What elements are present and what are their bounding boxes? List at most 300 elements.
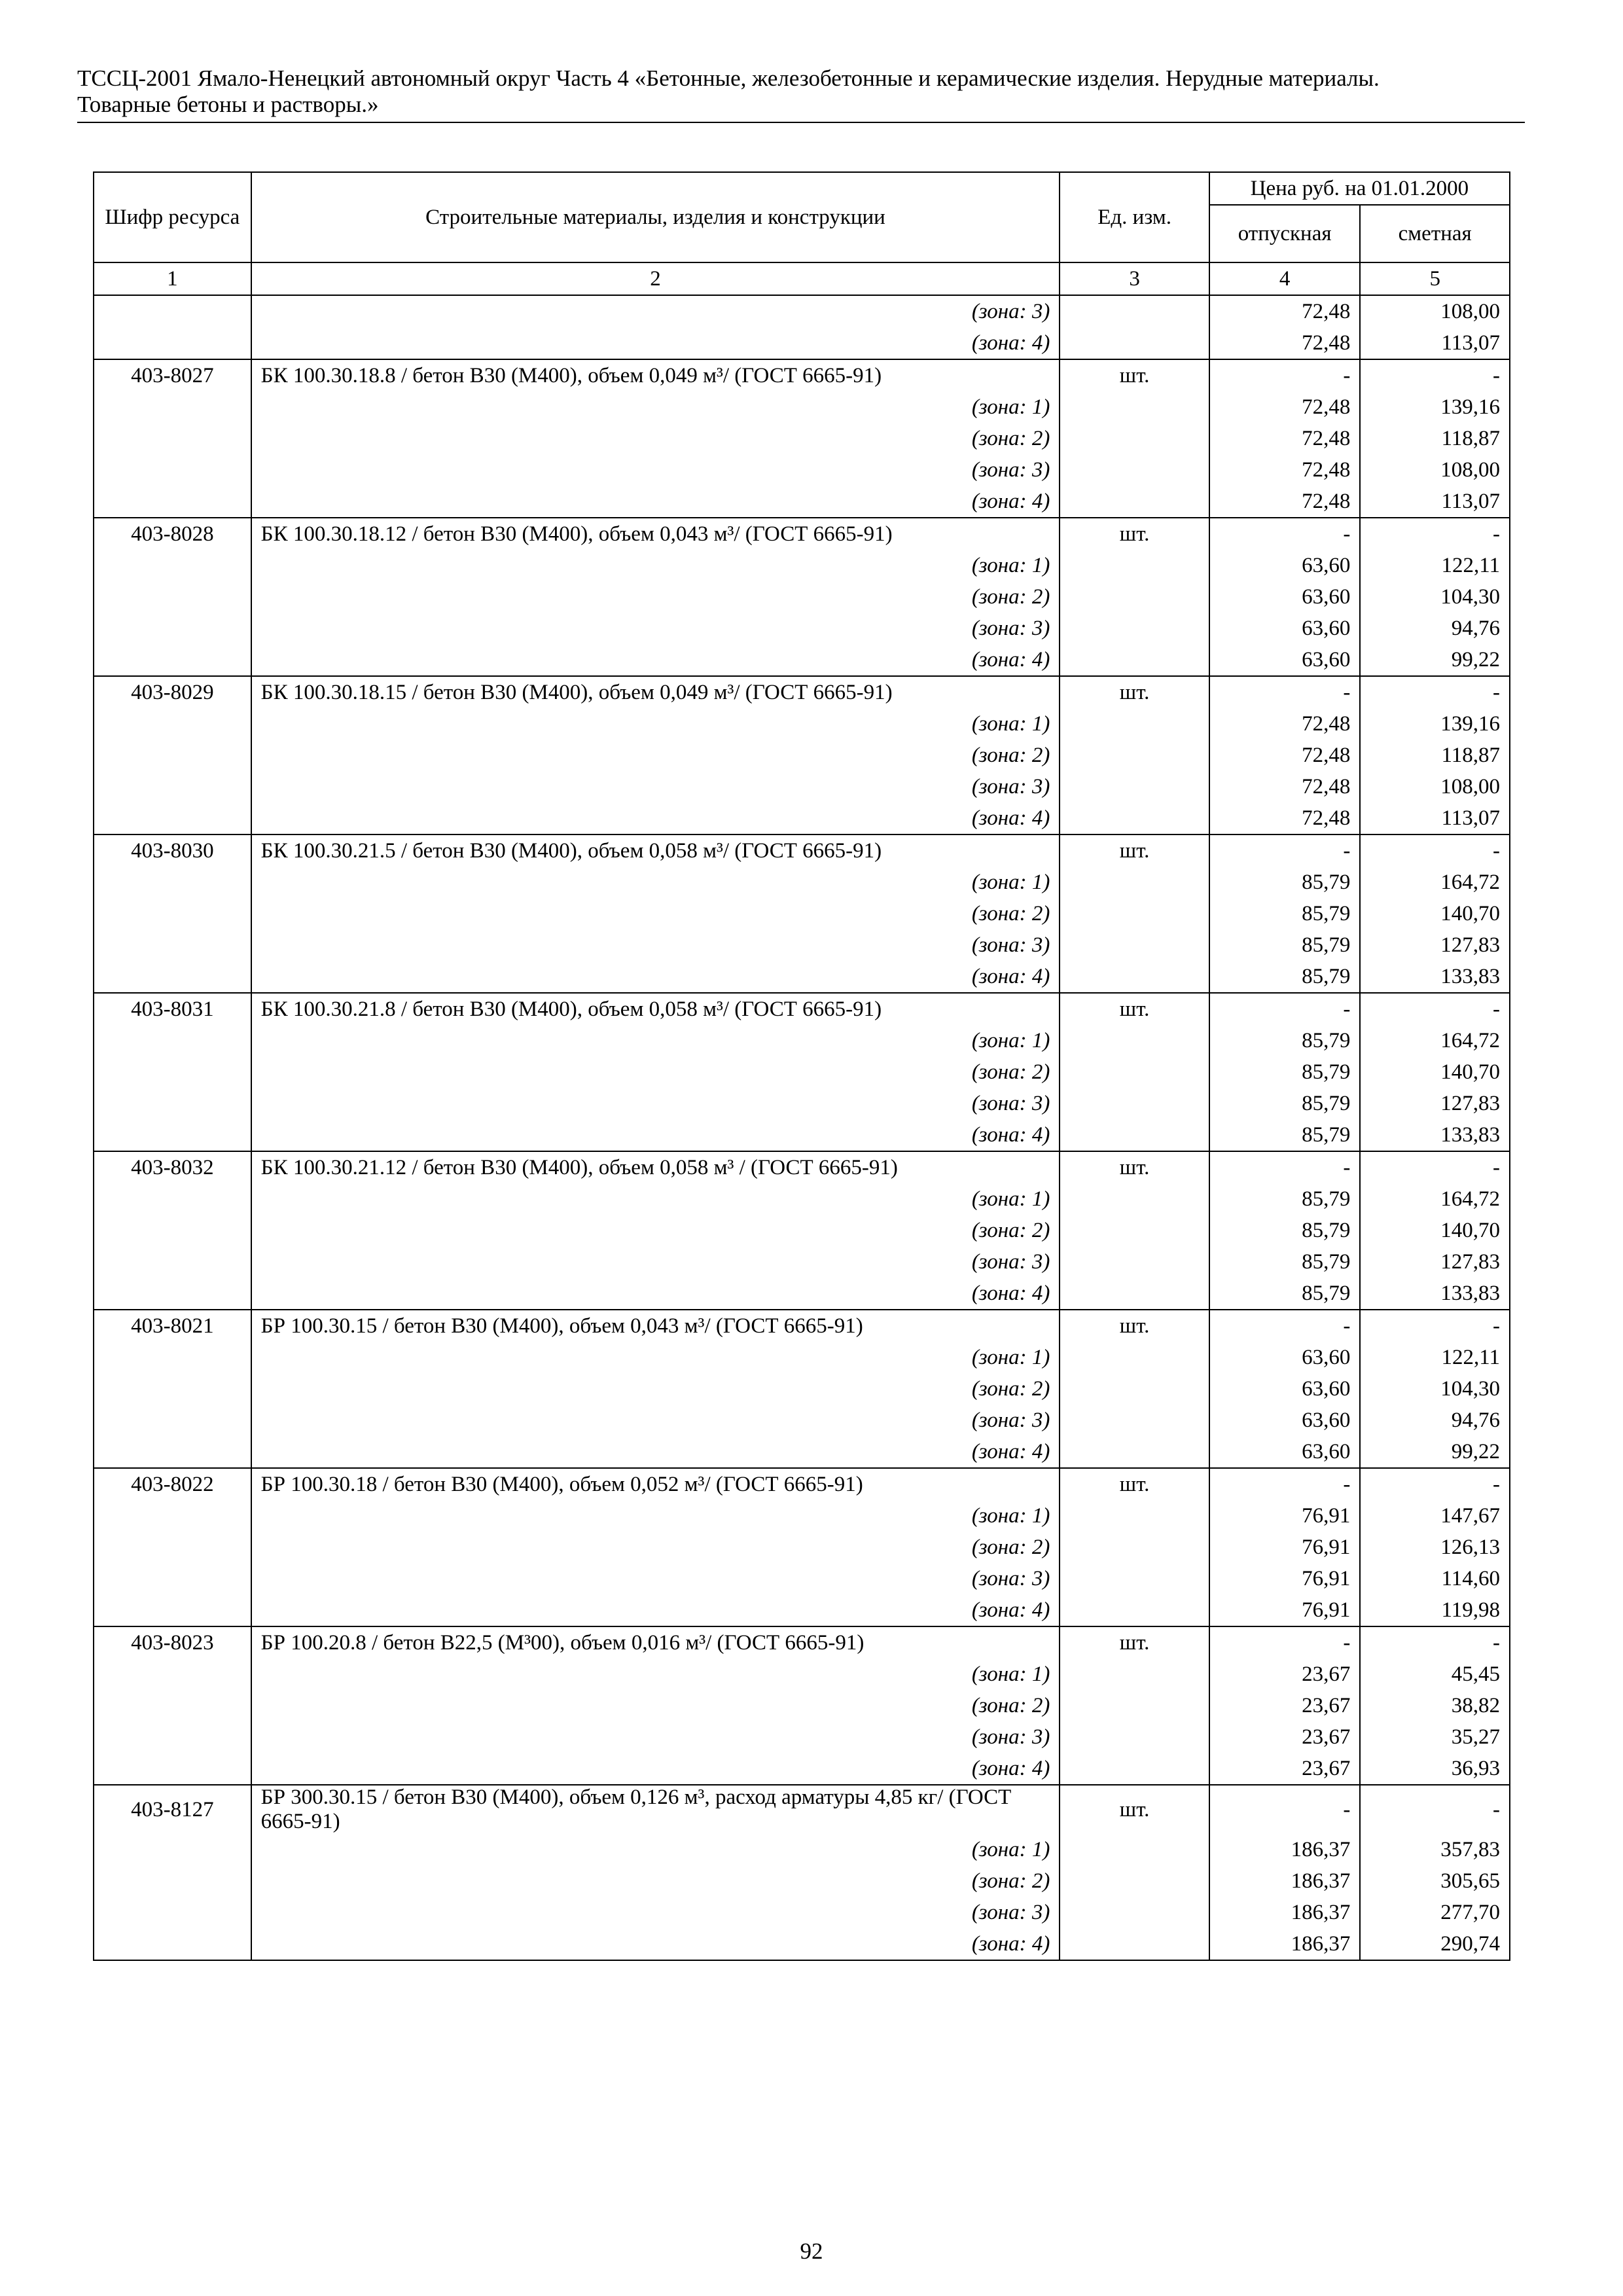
- estimate-price: 108,00: [1360, 454, 1510, 486]
- resource-row: [94, 993, 1510, 1025]
- zone-label: (зона: 3): [251, 1563, 1060, 1594]
- zone-label: (зона: 3): [251, 1246, 1060, 1278]
- resource-code-cell: [94, 1278, 251, 1310]
- estimate-price: 127,83: [1360, 1246, 1510, 1278]
- column-number-3: 3: [1060, 262, 1209, 295]
- estimate-price: 118,87: [1360, 740, 1510, 771]
- zone-row: [94, 1025, 1510, 1056]
- resource-code: 403-8127: [94, 1785, 251, 1834]
- estimate-price: 118,87: [1360, 423, 1510, 454]
- zone-row: [94, 898, 1510, 929]
- release-price: -: [1209, 1626, 1361, 1659]
- unit-cell: шт.: [1060, 1310, 1209, 1342]
- estimate-price: -: [1360, 518, 1510, 550]
- release-price: 72,48: [1209, 391, 1361, 423]
- release-price: -: [1209, 359, 1361, 391]
- zone-row: [94, 1119, 1510, 1151]
- release-price: 23,67: [1209, 1690, 1361, 1721]
- estimate-price: -: [1360, 1468, 1510, 1500]
- zone-label: (зона: 1): [251, 391, 1060, 423]
- zone-label: (зона: 4): [251, 961, 1060, 993]
- column-number-2: 2: [251, 262, 1060, 295]
- column-header-unit: Ед. изм.: [1060, 172, 1209, 262]
- release-price: 85,79: [1209, 1088, 1361, 1119]
- release-price: 186,37: [1209, 1897, 1361, 1928]
- unit-cell: шт.: [1060, 1151, 1209, 1183]
- unit-cell: [1060, 1753, 1209, 1785]
- estimate-price: 139,16: [1360, 708, 1510, 740]
- estimate-price: 113,07: [1360, 486, 1510, 518]
- unit-cell: [1060, 1246, 1209, 1278]
- zone-label: (зона: 4): [251, 644, 1060, 676]
- resource-code-cell: [94, 1721, 251, 1753]
- header-divider: [77, 122, 1525, 123]
- resource-code: 403-8027: [94, 359, 251, 391]
- resource-code-cell: [94, 550, 251, 581]
- zone-label: (зона: 3): [251, 1897, 1060, 1928]
- column-header-price: Цена руб. на 01.01.2000: [1209, 172, 1510, 205]
- unit-cell: шт.: [1060, 1785, 1209, 1834]
- zone-label: (зона: 4): [251, 327, 1060, 359]
- unit-cell: [1060, 867, 1209, 898]
- zone-row: [94, 327, 1510, 359]
- zone-row: [94, 1405, 1510, 1436]
- zone-label: (зона: 1): [251, 867, 1060, 898]
- resource-code-cell: [94, 1436, 251, 1468]
- release-price: 72,48: [1209, 708, 1361, 740]
- release-price: 85,79: [1209, 961, 1361, 993]
- estimate-price: 108,00: [1360, 771, 1510, 802]
- resource-code-cell: [94, 1897, 251, 1928]
- header-line-1: ТССЦ-2001 Ямало-Ненецкий автономный округ Часть 4 «Бетонные, железобетонные и керамические изделия. Нерудные материалы.: [77, 65, 1380, 91]
- resource-row: [94, 1468, 1510, 1500]
- release-price: 85,79: [1209, 1056, 1361, 1088]
- zone-label: (зона: 4): [251, 1753, 1060, 1785]
- release-price: 72,48: [1209, 454, 1361, 486]
- resource-code-cell: [94, 1183, 251, 1215]
- zone-label: (зона: 3): [251, 929, 1060, 961]
- estimate-price: 35,27: [1360, 1721, 1510, 1753]
- resource-code-cell: [94, 961, 251, 993]
- estimate-price: 133,83: [1360, 961, 1510, 993]
- unit-cell: [1060, 1865, 1209, 1897]
- resource-code-cell: [94, 1928, 251, 1960]
- unit-cell: [1060, 1834, 1209, 1865]
- estimate-price: 38,82: [1360, 1690, 1510, 1721]
- estimate-price: 277,70: [1360, 1897, 1510, 1928]
- unit-cell: [1060, 771, 1209, 802]
- estimate-price: -: [1360, 1785, 1510, 1834]
- unit-cell: [1060, 1897, 1209, 1928]
- estimate-price: -: [1360, 676, 1510, 708]
- zone-row: [94, 1928, 1510, 1960]
- zone-label: (зона: 2): [251, 1056, 1060, 1088]
- resource-code-cell: [94, 1342, 251, 1373]
- resource-code-cell: [94, 423, 251, 454]
- estimate-price: 108,00: [1360, 295, 1510, 327]
- zone-label: (зона: 1): [251, 1500, 1060, 1532]
- release-price: 85,79: [1209, 1183, 1361, 1215]
- unit-cell: [1060, 1928, 1209, 1960]
- estimate-price: 94,76: [1360, 1405, 1510, 1436]
- header-line-2: Товарные бетоны и растворы.»: [77, 92, 379, 117]
- zone-row: [94, 1532, 1510, 1563]
- zone-row: [94, 1056, 1510, 1088]
- zone-label: (зона: 2): [251, 1532, 1060, 1563]
- unit-cell: [1060, 929, 1209, 961]
- release-price: 85,79: [1209, 929, 1361, 961]
- release-price: 85,79: [1209, 1246, 1361, 1278]
- estimate-price: 104,30: [1360, 1373, 1510, 1405]
- unit-cell: шт.: [1060, 834, 1209, 867]
- release-price: -: [1209, 518, 1361, 550]
- column-number-5: 5: [1360, 262, 1510, 295]
- zone-row: [94, 1563, 1510, 1594]
- resource-row: [94, 834, 1510, 867]
- resource-code: 403-8032: [94, 1151, 251, 1183]
- resource-name: БР 100.30.18 / бетон В30 (М400), объем 0,052 м³/ (ГОСТ 6665-91): [251, 1468, 1060, 1500]
- zone-row: [94, 1342, 1510, 1373]
- estimate-price: -: [1360, 1626, 1510, 1659]
- resource-name: БК 100.30.21.5 / бетон В30 (М400), объем 0,058 м³/ (ГОСТ 6665-91): [251, 834, 1060, 867]
- resource-code-cell: [94, 1056, 251, 1088]
- estimate-price: 357,83: [1360, 1834, 1510, 1865]
- release-price: 85,79: [1209, 867, 1361, 898]
- zone-label: (зона: 1): [251, 1183, 1060, 1215]
- zone-label: (зона: 1): [251, 550, 1060, 581]
- resource-code-cell: [94, 1025, 251, 1056]
- column-number-1: 1: [94, 262, 251, 295]
- unit-cell: [1060, 1405, 1209, 1436]
- estimate-price: -: [1360, 359, 1510, 391]
- estimate-price: -: [1360, 1151, 1510, 1183]
- unit-cell: шт.: [1060, 1626, 1209, 1659]
- resource-code-cell: [94, 1405, 251, 1436]
- resource-code-cell: [94, 1246, 251, 1278]
- unit-cell: [1060, 581, 1209, 613]
- estimate-price: 127,83: [1360, 1088, 1510, 1119]
- unit-cell: [1060, 1500, 1209, 1532]
- zone-label: (зона: 4): [251, 802, 1060, 834]
- column-header-estimate: сметная: [1360, 205, 1510, 262]
- unit-cell: [1060, 391, 1209, 423]
- estimate-price: 104,30: [1360, 581, 1510, 613]
- release-price: 85,79: [1209, 1025, 1361, 1056]
- column-header-name: Строительные материалы, изделия и конструкции: [251, 172, 1060, 262]
- resource-name: БР 100.20.8 / бетон В22,5 (М³00), объем 0,016 м³/ (ГОСТ 6665-91): [251, 1626, 1060, 1659]
- estimate-price: 119,98: [1360, 1594, 1510, 1626]
- unit-cell: [1060, 454, 1209, 486]
- estimate-price: -: [1360, 993, 1510, 1025]
- resource-code-cell: [94, 1563, 251, 1594]
- zone-row: [94, 708, 1510, 740]
- release-price: 72,48: [1209, 486, 1361, 518]
- resource-name: БК 100.30.18.15 / бетон В30 (М400), объем 0,049 м³/ (ГОСТ 6665-91): [251, 676, 1060, 708]
- estimate-price: -: [1360, 834, 1510, 867]
- unit-cell: шт.: [1060, 1468, 1209, 1500]
- unit-cell: [1060, 1563, 1209, 1594]
- resource-name: БК 100.30.21.12 / бетон В30 (М400), объем 0,058 м³ / (ГОСТ 6665-91): [251, 1151, 1060, 1183]
- resource-code-cell: [94, 1753, 251, 1785]
- release-price: -: [1209, 1151, 1361, 1183]
- zone-row: [94, 1088, 1510, 1119]
- release-price: 63,60: [1209, 644, 1361, 676]
- zone-row: [94, 929, 1510, 961]
- resource-name: БК 100.30.21.8 / бетон В30 (М400), объем 0,058 м³/ (ГОСТ 6665-91): [251, 993, 1060, 1025]
- zone-row: [94, 550, 1510, 581]
- unit-cell: шт.: [1060, 676, 1209, 708]
- zone-row: [94, 613, 1510, 644]
- zone-row: [94, 771, 1510, 802]
- resource-code-cell: [94, 613, 251, 644]
- estimate-price: 164,72: [1360, 867, 1510, 898]
- resource-code: 403-8028: [94, 518, 251, 550]
- resource-row: [94, 1310, 1510, 1342]
- release-price: -: [1209, 676, 1361, 708]
- estimate-price: 94,76: [1360, 613, 1510, 644]
- resource-code: 403-8031: [94, 993, 251, 1025]
- release-price: -: [1209, 1468, 1361, 1500]
- zone-label: (зона: 2): [251, 1865, 1060, 1897]
- zone-label: (зона: 3): [251, 454, 1060, 486]
- zone-label: (зона: 2): [251, 898, 1060, 929]
- resource-name: БК 100.30.18.12 / бетон В30 (М400), объем 0,043 м³/ (ГОСТ 6665-91): [251, 518, 1060, 550]
- zone-row: [94, 1659, 1510, 1690]
- resource-code-cell: [94, 740, 251, 771]
- zone-label: (зона: 3): [251, 1721, 1060, 1753]
- resource-row: [94, 1151, 1510, 1183]
- resource-code-cell: [94, 1690, 251, 1721]
- resource-name: БК 100.30.18.8 / бетон В30 (М400), объем 0,049 м³/ (ГОСТ 6665-91): [251, 359, 1060, 391]
- zone-row: [94, 802, 1510, 834]
- release-price: 72,48: [1209, 295, 1361, 327]
- zone-row: [94, 1373, 1510, 1405]
- release-price: 72,48: [1209, 802, 1361, 834]
- estimate-price: -: [1360, 1310, 1510, 1342]
- release-price: 72,48: [1209, 771, 1361, 802]
- release-price: 76,91: [1209, 1594, 1361, 1626]
- unit-cell: [1060, 1342, 1209, 1373]
- resource-code-cell: [94, 1659, 251, 1690]
- document-header: [77, 65, 1525, 118]
- zone-row: [94, 1278, 1510, 1310]
- estimate-price: 122,11: [1360, 550, 1510, 581]
- estimate-price: 164,72: [1360, 1025, 1510, 1056]
- release-price: 63,60: [1209, 581, 1361, 613]
- zone-label: (зона: 1): [251, 1025, 1060, 1056]
- unit-cell: [1060, 1119, 1209, 1151]
- release-price: 76,91: [1209, 1563, 1361, 1594]
- estimate-price: 140,70: [1360, 1215, 1510, 1246]
- resource-code-cell: [94, 327, 251, 359]
- zone-row: [94, 1690, 1510, 1721]
- release-price: 186,37: [1209, 1865, 1361, 1897]
- resource-code: 403-8029: [94, 676, 251, 708]
- zone-row: [94, 1897, 1510, 1928]
- zone-row: [94, 1594, 1510, 1626]
- unit-cell: [1060, 1373, 1209, 1405]
- unit-cell: [1060, 1215, 1209, 1246]
- zone-label: (зона: 2): [251, 1690, 1060, 1721]
- unit-cell: [1060, 295, 1209, 327]
- zone-label: (зона: 1): [251, 1659, 1060, 1690]
- zone-label: (зона: 2): [251, 1215, 1060, 1246]
- zone-row: [94, 740, 1510, 771]
- resource-code-cell: [94, 867, 251, 898]
- unit-cell: [1060, 1278, 1209, 1310]
- unit-cell: [1060, 1183, 1209, 1215]
- resource-code-cell: [94, 1594, 251, 1626]
- zone-row: [94, 1183, 1510, 1215]
- zone-row: [94, 486, 1510, 518]
- estimate-price: 140,70: [1360, 1056, 1510, 1088]
- release-price: 186,37: [1209, 1834, 1361, 1865]
- estimate-price: 113,07: [1360, 802, 1510, 834]
- zone-label: (зона: 2): [251, 581, 1060, 613]
- release-price: -: [1209, 1785, 1361, 1834]
- resource-code: 403-8030: [94, 834, 251, 867]
- estimate-price: 127,83: [1360, 929, 1510, 961]
- estimate-price: 45,45: [1360, 1659, 1510, 1690]
- resource-code-cell: [94, 1373, 251, 1405]
- estimate-price: 113,07: [1360, 327, 1510, 359]
- release-price: 63,60: [1209, 1436, 1361, 1468]
- zone-row: [94, 1215, 1510, 1246]
- zone-row: [94, 391, 1510, 423]
- unit-cell: [1060, 423, 1209, 454]
- zone-label: (зона: 1): [251, 708, 1060, 740]
- resource-code-cell: [94, 708, 251, 740]
- estimate-price: 164,72: [1360, 1183, 1510, 1215]
- zone-label: (зона: 3): [251, 295, 1060, 327]
- zone-row: [94, 1246, 1510, 1278]
- zone-label: (зона: 4): [251, 1436, 1060, 1468]
- resource-row: [94, 1626, 1510, 1659]
- estimate-price: 133,83: [1360, 1278, 1510, 1310]
- resource-row: [94, 1785, 1510, 1834]
- resource-code-cell: [94, 1215, 251, 1246]
- estimate-price: 36,93: [1360, 1753, 1510, 1785]
- release-price: 63,60: [1209, 1373, 1361, 1405]
- unit-cell: [1060, 644, 1209, 676]
- zone-label: (зона: 3): [251, 613, 1060, 644]
- unit-cell: [1060, 1436, 1209, 1468]
- zone-row: [94, 867, 1510, 898]
- estimate-price: 114,60: [1360, 1563, 1510, 1594]
- release-price: 85,79: [1209, 898, 1361, 929]
- column-header-code: Шифр ресурса: [94, 172, 251, 262]
- release-price: 23,67: [1209, 1753, 1361, 1785]
- resource-code-cell: [94, 454, 251, 486]
- price-table: [93, 171, 1510, 1961]
- price-table-body: [94, 295, 1510, 1960]
- unit-cell: [1060, 1088, 1209, 1119]
- resource-code-cell: [94, 644, 251, 676]
- zone-label: (зона: 1): [251, 1834, 1060, 1865]
- zone-row: [94, 1436, 1510, 1468]
- unit-cell: [1060, 1594, 1209, 1626]
- unit-cell: [1060, 327, 1209, 359]
- zone-label: (зона: 2): [251, 740, 1060, 771]
- column-header-release: отпускная: [1209, 205, 1361, 262]
- resource-name: БР 300.30.15 / бетон В30 (М400), объем 0,126 м³, расход арматуры 4,85 кг/ (ГОСТ 6665-91): [251, 1785, 1060, 1834]
- resource-code-cell: [94, 486, 251, 518]
- resource-code-cell: [94, 1500, 251, 1532]
- release-price: 72,48: [1209, 327, 1361, 359]
- zone-row: [94, 1753, 1510, 1785]
- estimate-price: 99,22: [1360, 1436, 1510, 1468]
- release-price: 85,79: [1209, 1278, 1361, 1310]
- resource-code-cell: [94, 581, 251, 613]
- resource-code-cell: [94, 1532, 251, 1563]
- zone-label: (зона: 2): [251, 1373, 1060, 1405]
- resource-code-cell: [94, 1119, 251, 1151]
- resource-row: [94, 518, 1510, 550]
- unit-cell: [1060, 1721, 1209, 1753]
- resource-row: [94, 676, 1510, 708]
- release-price: 72,48: [1209, 740, 1361, 771]
- zone-row: [94, 1721, 1510, 1753]
- release-price: 63,60: [1209, 1342, 1361, 1373]
- zone-label: (зона: 3): [251, 1088, 1060, 1119]
- estimate-price: 126,13: [1360, 1532, 1510, 1563]
- estimate-price: 305,65: [1360, 1865, 1510, 1897]
- estimate-price: 99,22: [1360, 644, 1510, 676]
- estimate-price: 140,70: [1360, 898, 1510, 929]
- resource-code-cell: [94, 929, 251, 961]
- unit-cell: шт.: [1060, 993, 1209, 1025]
- zone-row: [94, 1834, 1510, 1865]
- resource-code-cell: [94, 391, 251, 423]
- zone-label: (зона: 3): [251, 1405, 1060, 1436]
- resource-code: 403-8022: [94, 1468, 251, 1500]
- unit-cell: [1060, 486, 1209, 518]
- zone-row: [94, 961, 1510, 993]
- release-price: 85,79: [1209, 1215, 1361, 1246]
- zone-row: [94, 454, 1510, 486]
- unit-cell: [1060, 613, 1209, 644]
- zone-label: (зона: 4): [251, 1928, 1060, 1960]
- unit-cell: [1060, 1690, 1209, 1721]
- unit-cell: [1060, 898, 1209, 929]
- release-price: -: [1209, 1310, 1361, 1342]
- zone-label: (зона: 4): [251, 486, 1060, 518]
- resource-code-cell: [94, 1088, 251, 1119]
- release-price: -: [1209, 834, 1361, 867]
- page-number: 92: [800, 2238, 823, 2264]
- estimate-price: 147,67: [1360, 1500, 1510, 1532]
- resource-code-cell: [94, 295, 251, 327]
- resource-code-cell: [94, 898, 251, 929]
- zone-label: (зона: 1): [251, 1342, 1060, 1373]
- release-price: 23,67: [1209, 1659, 1361, 1690]
- resource-code-cell: [94, 771, 251, 802]
- unit-cell: шт.: [1060, 359, 1209, 391]
- unit-cell: [1060, 1025, 1209, 1056]
- estimate-price: 139,16: [1360, 391, 1510, 423]
- resource-code-cell: [94, 1865, 251, 1897]
- release-price: 23,67: [1209, 1721, 1361, 1753]
- unit-cell: [1060, 550, 1209, 581]
- estimate-price: 133,83: [1360, 1119, 1510, 1151]
- column-number-4: 4: [1209, 262, 1361, 295]
- release-price: 76,91: [1209, 1532, 1361, 1563]
- zone-row: [94, 295, 1510, 327]
- release-price: 76,91: [1209, 1500, 1361, 1532]
- zone-row: [94, 1500, 1510, 1532]
- estimate-price: 122,11: [1360, 1342, 1510, 1373]
- unit-cell: [1060, 1056, 1209, 1088]
